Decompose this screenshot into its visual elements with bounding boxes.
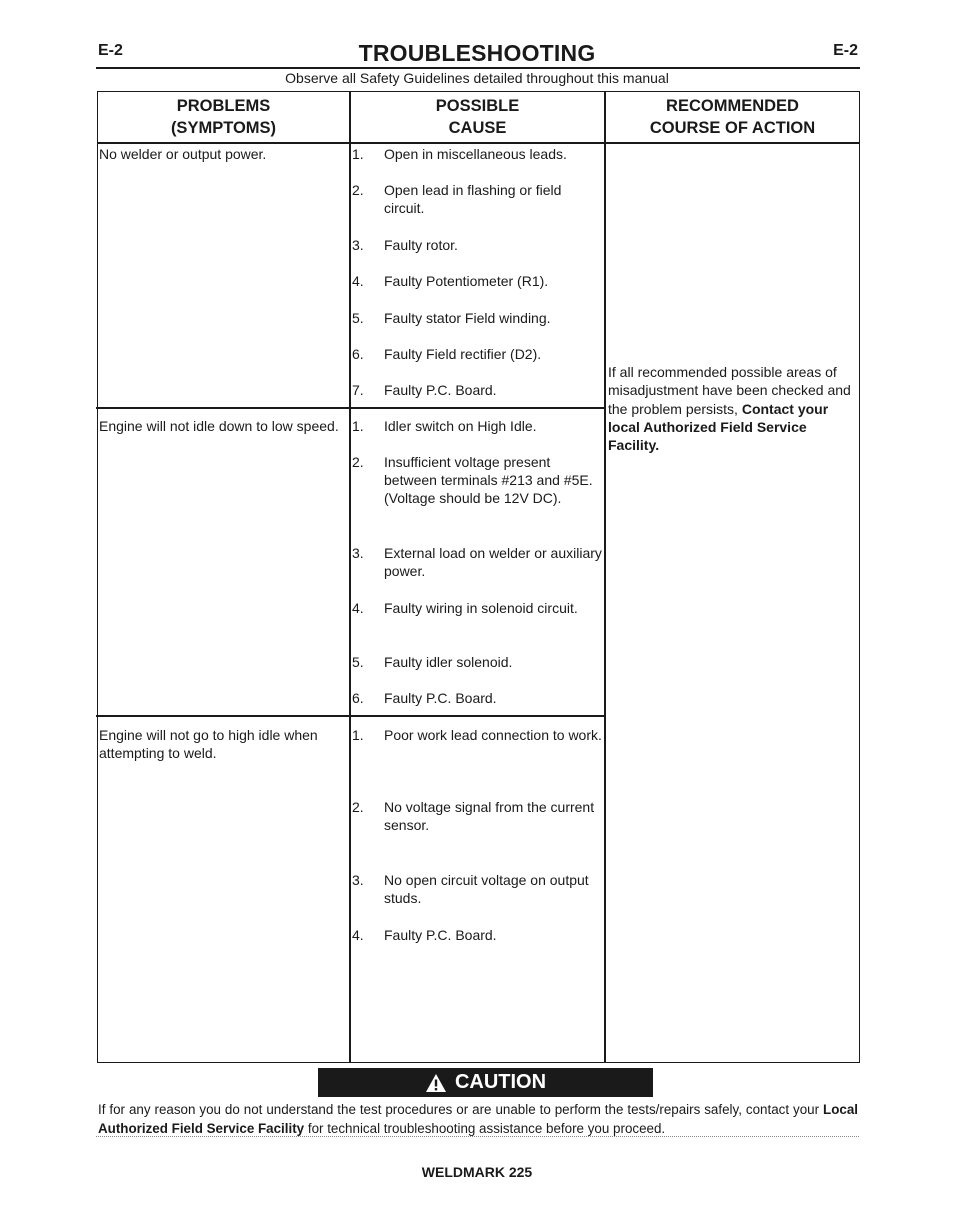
cause-item: [352, 345, 602, 363]
cause-number: 7.: [352, 382, 364, 398]
cause-text: Open lead in flashing or field circuit.: [384, 182, 562, 216]
cause-text: External load on welder or auxiliary power.: [384, 545, 602, 579]
problem-text: Engine will not idle down to low speed.: [99, 418, 339, 434]
cause-number: 4.: [352, 273, 364, 289]
cause-item: [352, 181, 602, 217]
caution-text-before: If for any reason you do not understand the test procedures or are unable to perform the tests/repairs safely, contact your: [98, 1102, 824, 1117]
cause-item: [352, 544, 602, 580]
cause-item: [352, 236, 602, 254]
cause-number: 1.: [352, 146, 364, 162]
column-header-line: PROBLEMS: [176, 97, 271, 115]
caution-text-bold: Local Authorized Field Service Facility: [98, 1102, 858, 1136]
cause-item: [352, 871, 602, 907]
cause-text: Faulty Field rectifier (D2).: [384, 346, 542, 362]
cause-number: 5.: [352, 310, 364, 326]
cause-item: [352, 272, 602, 290]
cause-text: Faulty P.C. Board.: [384, 927, 497, 943]
cause-text: Insufficient voltage present between terminals #213 and #5E. (Voltage should be 12V DC).: [384, 454, 593, 506]
column-divider: [349, 92, 351, 1062]
header-rule: [96, 67, 860, 69]
action-contact: Contact your local Authorized Field Service Facility.: [608, 400, 829, 454]
cause-text: Idler switch on High Idle.: [384, 418, 537, 434]
cause-text: No voltage signal from the current sensor.: [384, 799, 595, 833]
page-code-left: E-2: [98, 42, 123, 59]
cause-text: Faulty Potentiometer (R1).: [384, 273, 549, 289]
cause-item: [352, 453, 602, 507]
cause-number: 4.: [352, 927, 364, 943]
cause-text: Open in miscellaneous leads.: [384, 146, 567, 162]
cause-text: Faulty idler solenoid.: [384, 654, 513, 670]
cause-item: [352, 726, 602, 744]
problem-text: Engine will not go to high idle when attempting to weld.: [99, 727, 318, 761]
cause-text: Faulty P.C. Board.: [384, 382, 497, 398]
recommended-action: [608, 363, 860, 454]
column-divider: [604, 92, 606, 1062]
cause-number: 4.: [352, 600, 364, 616]
caution-label: CAUTION: [454, 1071, 547, 1093]
troubleshooting-table: [97, 91, 860, 1063]
cause-number: 2.: [352, 182, 364, 198]
column-header-line: POSSIBLE: [435, 97, 520, 115]
header-divider: [98, 142, 859, 144]
page-title: TROUBLESHOOTING: [358, 40, 596, 66]
cause-item: [352, 798, 602, 834]
cause-number: 2.: [352, 799, 364, 815]
cause-number: 6.: [352, 690, 364, 706]
caution-text: [98, 1100, 858, 1138]
page-code-right: E-2: [833, 42, 858, 59]
caution-text-after: for technical troubleshooting assistance before you proceed.: [304, 1121, 666, 1136]
column-header-problems: [98, 92, 349, 142]
cause-item: [352, 417, 602, 435]
cause-number: 3.: [352, 237, 364, 253]
column-header-action: [606, 92, 859, 142]
dotted-divider: [96, 1136, 859, 1137]
cause-item: [352, 309, 602, 327]
cause-number: 2.: [352, 454, 364, 470]
cause-number: 1.: [352, 727, 364, 743]
cause-item: [352, 381, 602, 399]
row-divider: [96, 407, 604, 409]
safety-note: Observe all Safety Guidelines detailed throughout this manual: [285, 70, 669, 86]
caution-banner: [318, 1068, 653, 1097]
action-text: If all recommended possible areas of misadjustment have been checked and the problem persists,: [608, 364, 851, 417]
cause-number: 6.: [352, 346, 364, 362]
cause-number: 3.: [352, 545, 364, 561]
cause-item: [352, 599, 602, 617]
row-divider: [96, 715, 604, 717]
cause-number: 3.: [352, 872, 364, 888]
cause-item: [352, 653, 602, 671]
warning-triangle-icon: [425, 1073, 447, 1093]
column-header-line: COURSE OF ACTION: [649, 119, 816, 137]
cause-number: 5.: [352, 654, 364, 670]
cause-item: [352, 926, 602, 944]
cause-text: Faulty P.C. Board.: [384, 690, 497, 706]
column-header-line: RECOMMENDED: [666, 97, 799, 115]
cause-item: [352, 145, 602, 163]
cause-number: 1.: [352, 418, 364, 434]
cause-item: [352, 689, 602, 707]
column-header-cause: [351, 92, 604, 142]
cause-text: Poor work lead connection to work.: [384, 727, 602, 743]
cause-text: Faulty wiring in solenoid circuit.: [384, 600, 578, 616]
column-header-line: CAUSE: [448, 119, 507, 137]
problem-text: No welder or output power.: [99, 146, 267, 162]
cause-text: No open circuit voltage on output studs.: [384, 872, 589, 906]
cause-text: Faulty stator Field winding.: [384, 310, 551, 326]
footer-model: WELDMARK 225: [421, 1164, 533, 1180]
column-header-line: (SYMPTOMS): [170, 119, 277, 137]
cause-text: Faulty rotor.: [384, 237, 458, 253]
